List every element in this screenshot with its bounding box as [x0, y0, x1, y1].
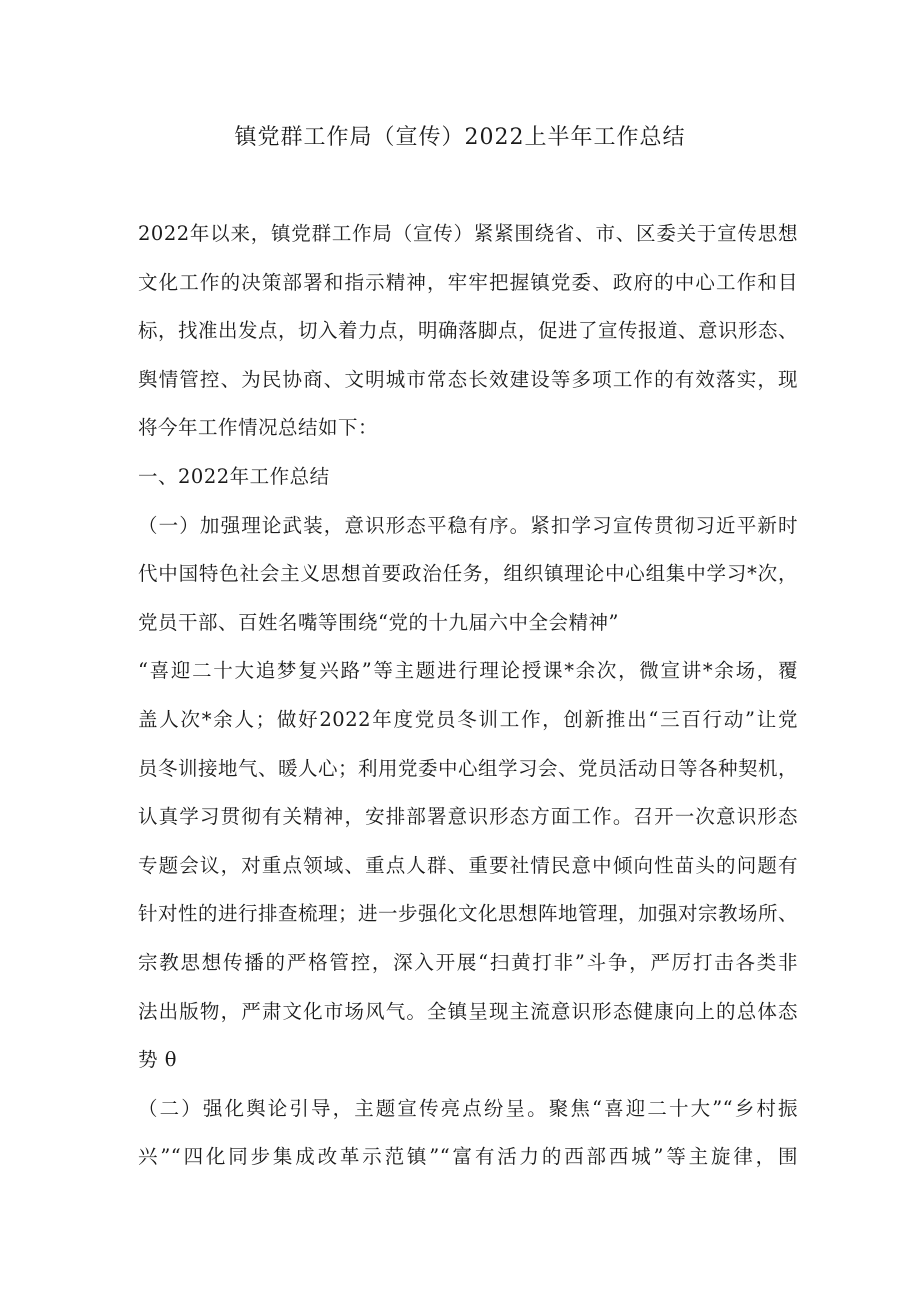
text-line: “喜迎二十大追梦复兴路”等主题进行理论授课*余次，微宣讲*余场，覆 — [138, 659, 798, 683]
text-line: 盖人次*余人；做好2022年度党员冬训工作，创新推出“三百行动”让党 — [138, 707, 798, 731]
document-title: 镇党群工作局（宣传）2022上半年工作总结 — [234, 125, 686, 150]
text-line: 将今年工作情况总结如下： — [138, 416, 379, 440]
text-line: 一、2022年工作总结 — [138, 464, 330, 488]
text-line: 党员干部、百姓名嘴等围绕“党的十九届六中全会精神” — [138, 610, 619, 634]
text-line: 法出版物，严肃文化市场风气。全镇呈现主流意识形态健康向上的总体态 — [138, 999, 798, 1023]
text-line: 针对性的进行排查梳理；进一步强化文化思想阵地管理，加强对宗教场所、 — [138, 902, 799, 926]
document-body — [138, 210, 798, 1182]
text-line: 势 θ — [138, 1048, 177, 1072]
text-line: （二）强化舆论引导，主题宣传亮点纷呈。聚焦“喜迎二十大”“乡村振 — [138, 1096, 798, 1120]
text-line: 舆情管控、为民协商、文明城市常态长效建设等多项工作的有效落实，现 — [138, 367, 798, 391]
text-line: 2022年以来，镇党群工作局（宣传）紧紧围绕省、市、区委关于宣传思想 — [138, 222, 798, 245]
text-line: 文化工作的决策部署和指示精神，牢牢把握镇党委、政府的中心工作和目 — [138, 270, 798, 294]
text-line: 标，找准出发点，切入着力点，明确落脚点，促进了宣传报道、意识形态、 — [138, 319, 799, 343]
text-line: 专题会议，对重点领域、重点人群、重要社情民意中倾向性苗头的问题有 — [138, 853, 798, 877]
text-line: 兴”“四化同步集成改革示范镇”“富有活力的西部西城”等主旋律，围 — [138, 1145, 798, 1169]
text-line: 代中国特色社会主义思想首要政治任务，组织镇理论中心组集中学习*次， — [138, 562, 798, 586]
text-line: （一）加强理论武装，意识形态平稳有序。紧扣学习宣传贯彻习近平新时 — [138, 513, 798, 537]
text-line: 员冬训接地气、暖人心；利用党委中心组学习会、党员活动日等各种契机， — [138, 756, 799, 780]
text-line: 宗教思想传播的严格管控，深入开展“扫黄打非”斗争，严厉打击各类非 — [138, 950, 798, 974]
text-line: 认真学习贯彻有关精神，安排部署意识形态方面工作。召开一次意识形态 — [138, 805, 798, 829]
